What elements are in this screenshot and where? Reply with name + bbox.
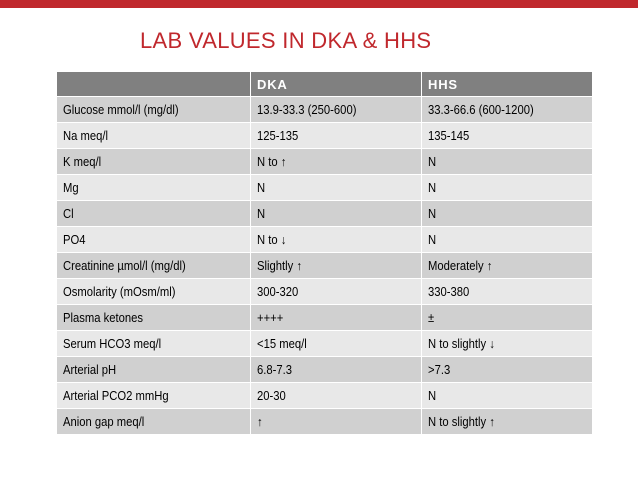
dka-cell: N [251,201,422,227]
table-header-row [57,72,593,97]
dka-cell: <15 meq/l [251,331,422,357]
hhs-cell: N [422,149,593,175]
parameter-cell: Na meq/l [57,123,251,149]
top-accent-bar [0,0,638,8]
slide-title: LAB VALUES IN DKA & HHS [140,28,432,53]
dka-cell: N to ↓ [251,227,422,253]
hhs-cell: ± [422,305,593,331]
hhs-cell: Moderately ↑ [422,253,593,279]
table-row [57,201,593,227]
hhs-cell: 33.3-66.6 (600-1200) [422,97,593,123]
table-row [57,123,593,149]
dka-cell: 13.9-33.3 (250-600) [251,97,422,123]
parameter-cell: Cl [57,201,251,227]
table-row [57,279,593,305]
parameter-cell: Serum HCO3 meq/l [57,331,251,357]
dka-cell: ↑ [251,409,422,435]
table-row [57,357,593,383]
table-row [57,227,593,253]
hhs-cell: N to slightly ↓ [422,331,593,357]
hhs-cell: 330-380 [422,279,593,305]
dka-cell: N [251,175,422,201]
dka-cell: 125-135 [251,123,422,149]
parameter-cell: Arterial PCO2 mmHg [57,383,251,409]
parameter-cell: Osmolarity (mOsm/ml) [57,279,251,305]
hhs-cell: N [422,227,593,253]
dka-cell: N to ↑ [251,149,422,175]
parameter-cell: K meq/l [57,149,251,175]
hhs-cell: N [422,201,593,227]
parameter-cell: PO4 [57,227,251,253]
dka-cell: Slightly ↑ [251,253,422,279]
table-row [57,253,593,279]
header-dka: DKA [251,72,422,97]
lab-values-table [56,71,593,435]
table-row [57,175,593,201]
dka-cell: ++++ [251,305,422,331]
hhs-cell: N [422,383,593,409]
parameter-cell: Arterial pH [57,357,251,383]
parameter-cell: Glucose mmol/l (mg/dl) [57,97,251,123]
dka-cell: 6.8-7.3 [251,357,422,383]
table-row [57,305,593,331]
hhs-cell: 135-145 [422,123,593,149]
hhs-cell: >7.3 [422,357,593,383]
table-row [57,409,593,435]
hhs-cell: N [422,175,593,201]
parameter-cell: Anion gap meq/l [57,409,251,435]
hhs-cell: N to slightly ↑ [422,409,593,435]
header-hhs: HHS [422,72,593,97]
dka-cell: 300-320 [251,279,422,305]
parameter-cell: Creatinine µmol/l (mg/dl) [57,253,251,279]
header-parameter [57,72,251,97]
table-row [57,331,593,357]
parameter-cell: Plasma ketones [57,305,251,331]
dka-cell: 20-30 [251,383,422,409]
table-row [57,97,593,123]
table-row [57,149,593,175]
parameter-cell: Mg [57,175,251,201]
table-row [57,383,593,409]
